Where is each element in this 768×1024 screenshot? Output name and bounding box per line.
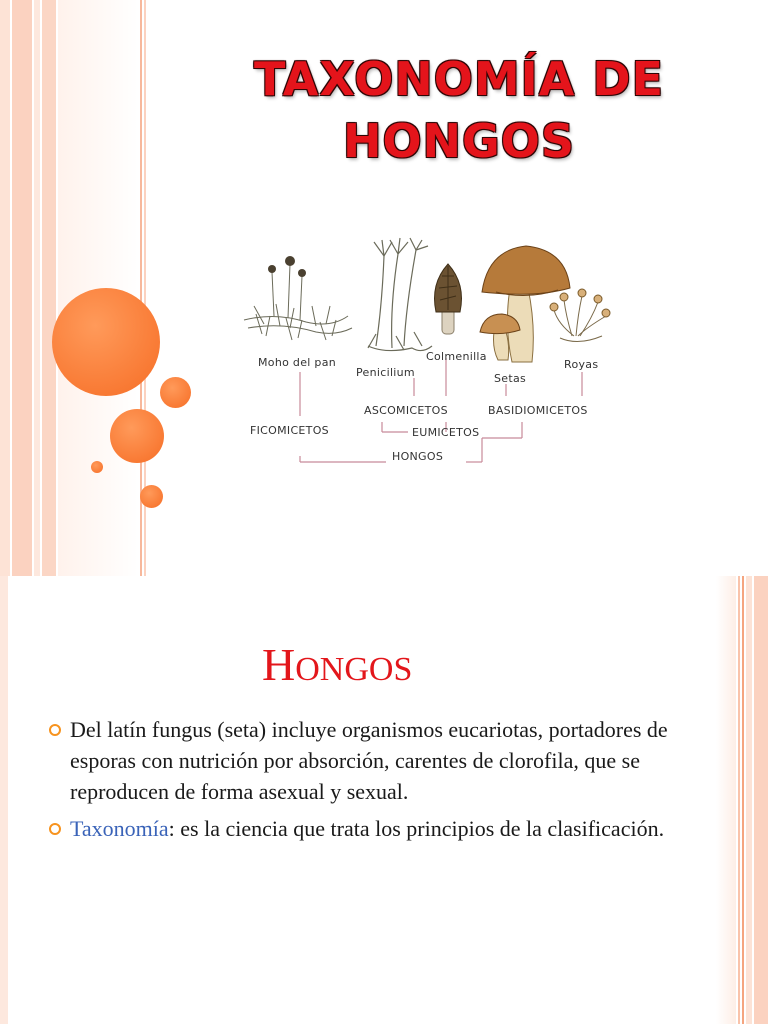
sporangium xyxy=(298,269,306,277)
label-eumicetos: EUMICETOS xyxy=(412,426,480,439)
penicilium-illustration xyxy=(368,238,432,351)
label-basidiomicetos: BASIDIOMICETOS xyxy=(488,404,588,417)
decor-stripe xyxy=(12,0,32,576)
bullet-item xyxy=(48,813,688,844)
decor-circle xyxy=(160,377,191,408)
label-colmenilla: Colmenilla xyxy=(426,350,487,363)
decor-circle xyxy=(91,461,103,473)
morel-illustration xyxy=(435,264,462,334)
bullet-icon xyxy=(49,724,61,736)
decor-circle-large xyxy=(52,288,160,396)
slide-title xyxy=(150,48,768,172)
decor-stripe xyxy=(742,576,744,1024)
title-initial: H xyxy=(262,639,296,690)
bullet-text: Del latín fungus (seta) incluye organismos eucariotas, portadores de esporas con nutrición por absorción, carentes de clorofila, que se reproducen de forma asexual y sexual. xyxy=(70,717,668,804)
bullet-icon xyxy=(49,823,61,835)
bullet-text: : es la ciencia que trata los principios de la clasificación. xyxy=(168,816,665,841)
sporangium xyxy=(268,265,276,273)
bullet-list xyxy=(48,714,688,850)
decor-stripe xyxy=(716,576,736,1024)
label-hongos: HONGOS xyxy=(392,450,444,463)
decor-stripe xyxy=(42,0,56,576)
decor-stripe xyxy=(0,0,10,576)
label-moho: Moho del pan xyxy=(258,356,337,369)
mold-illustration xyxy=(244,264,352,340)
decor-stripe xyxy=(0,576,8,1024)
title-rest: ONGOS xyxy=(295,651,413,688)
label-royas: Royas xyxy=(564,358,599,371)
slide-hongos xyxy=(0,576,768,1024)
decor-stripe xyxy=(754,576,768,1024)
decor-stripe xyxy=(34,0,40,576)
title-line-1: TAXONOMÍA DE xyxy=(253,52,665,106)
spore-cap xyxy=(560,293,568,301)
section-title xyxy=(262,640,412,695)
decor-stripe xyxy=(746,576,752,1024)
label-penicilium: Penicilium xyxy=(356,366,415,379)
decor-circle xyxy=(110,409,164,463)
label-setas: Setas xyxy=(494,372,527,385)
decor-circle xyxy=(140,485,163,508)
spore-cap xyxy=(550,303,558,311)
sporangium xyxy=(285,256,295,266)
bullet-term: Taxonomía xyxy=(70,816,169,841)
label-ficomicetos: FICOMICETOS xyxy=(250,424,329,437)
spore-cap xyxy=(578,289,586,297)
fungi-classification-figure xyxy=(236,236,616,476)
spore-cap xyxy=(594,295,602,303)
label-ascomicetos: ASCOMICETOS xyxy=(364,404,448,417)
bullet-item xyxy=(48,714,688,807)
title-line-2: HONGOS xyxy=(342,114,576,168)
spore-cap xyxy=(602,309,610,317)
decor-stripe xyxy=(738,576,740,1024)
